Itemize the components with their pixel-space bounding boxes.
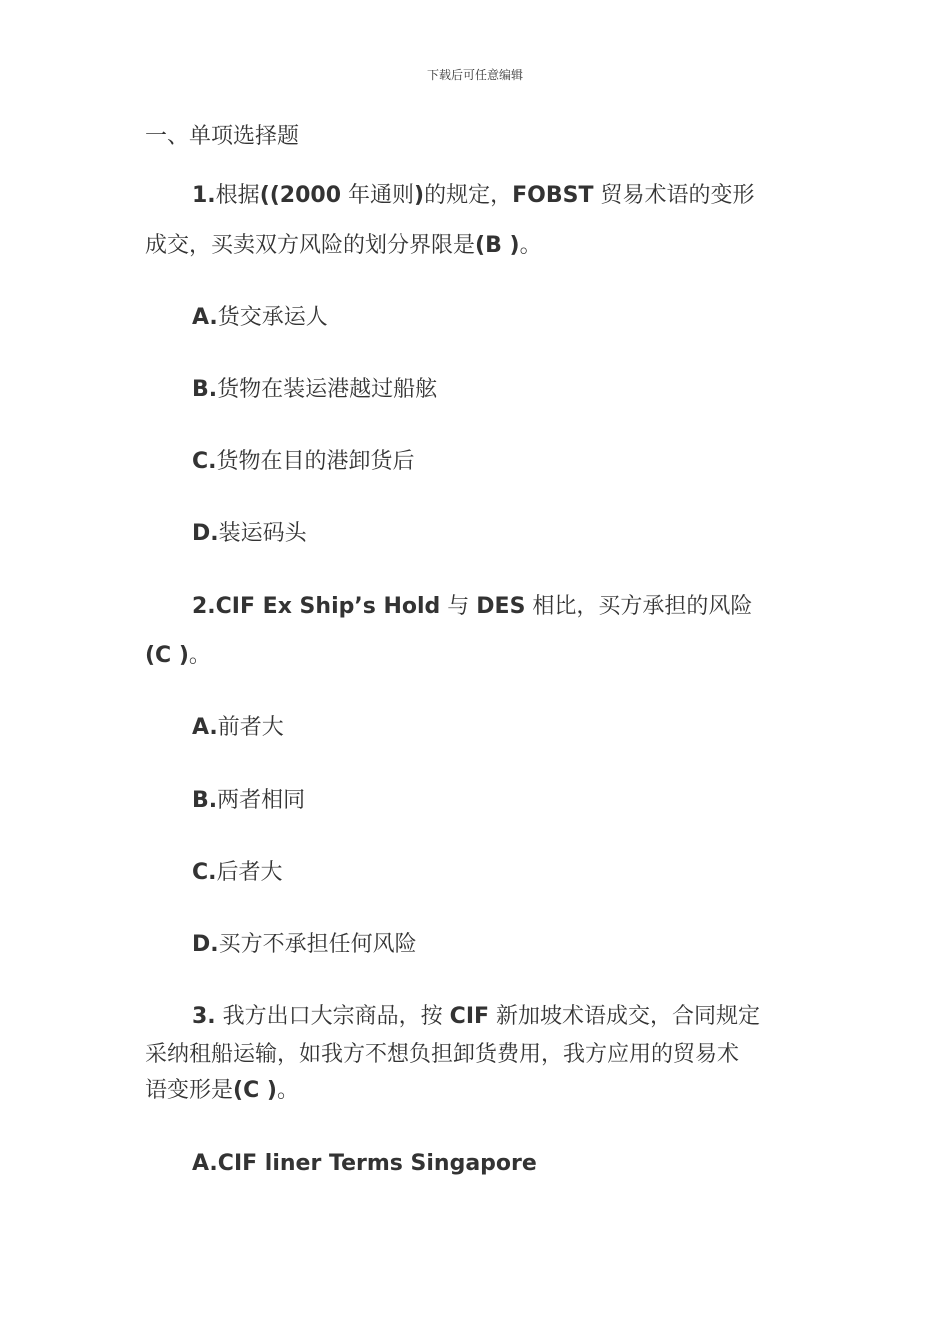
option-letter: A. (192, 305, 218, 330)
option-b (192, 377, 437, 403)
option-c (192, 449, 415, 475)
option-letter: C. (192, 449, 217, 474)
option-text: 两者相同 (217, 788, 306, 813)
question-2-line-1 (192, 594, 752, 620)
question-3-line-2: 采纳租船运输，如我方不想负担卸货费用，我方应用的贸易术 (145, 1042, 740, 1067)
option-a (192, 715, 284, 741)
text-segment: ((2000 (259, 183, 342, 208)
answer: (C ) (233, 1078, 277, 1103)
option-a: A.CIF liner Terms Singapore (192, 1151, 537, 1176)
option-c (192, 860, 283, 886)
text-segment: 根据 (215, 183, 260, 208)
text-segment: 与 (440, 594, 477, 619)
text-segment: 。 (188, 643, 211, 668)
question-3-line-1 (192, 1004, 760, 1030)
option-text: 货物在装运港越过船舷 (217, 377, 438, 402)
text-segment: 2.CIF Ex Ship’s Hold (192, 594, 441, 619)
option-d (192, 932, 417, 958)
text-segment: 。 (276, 1078, 299, 1103)
option-b (192, 788, 305, 814)
section-title: 一、单项选择题 (145, 124, 300, 149)
question-number: 1. (192, 183, 216, 208)
option-letter: A. (192, 715, 218, 740)
text-segment: 成交，买卖双方风险的划分界限是 (145, 233, 476, 258)
option-text: 货物在目的港卸货后 (216, 449, 415, 474)
answer: (C ) (145, 643, 189, 668)
question-2-line-2 (145, 643, 211, 669)
text-segment: 我方出口大宗商品，按 (215, 1004, 450, 1029)
option-letter: C. (192, 860, 217, 885)
option-text: 买方不承担任何风险 (218, 932, 417, 957)
option-letter: D. (192, 932, 219, 957)
option-a (192, 305, 328, 331)
text-segment: FOBST (512, 183, 594, 208)
text-segment: DES (476, 594, 526, 619)
option-letter: B. (192, 788, 218, 813)
text-segment: 新加坡术语成交，合同规定 (489, 1004, 761, 1029)
question-1-line-1 (192, 183, 754, 209)
question-number: 3. (192, 1004, 216, 1029)
option-letter: D. (192, 521, 219, 546)
text-segment: ) (414, 183, 425, 208)
option-letter: B. (192, 377, 218, 402)
option-text: 装运码头 (218, 521, 307, 546)
text-segment: 的规定， (424, 183, 513, 208)
page-header: 下载后可任意编辑 (426, 68, 523, 82)
text-segment: 年通则 (341, 183, 415, 208)
question-1-line-2 (145, 233, 542, 259)
question-3-line-3 (145, 1078, 299, 1104)
option-text: 货交承运人 (217, 305, 328, 330)
text-segment: 贸易术语的变形 (593, 183, 755, 208)
answer: (B ) (475, 233, 520, 258)
option-text: 后者大 (216, 860, 283, 885)
option-d (192, 521, 307, 547)
text-segment: 相比，买方承担的风险 (525, 594, 753, 619)
text-segment: 。 (519, 233, 542, 258)
text-segment: CIF (449, 1004, 490, 1029)
text-segment: 语变形是 (145, 1078, 234, 1103)
option-text: 前者大 (217, 715, 284, 740)
